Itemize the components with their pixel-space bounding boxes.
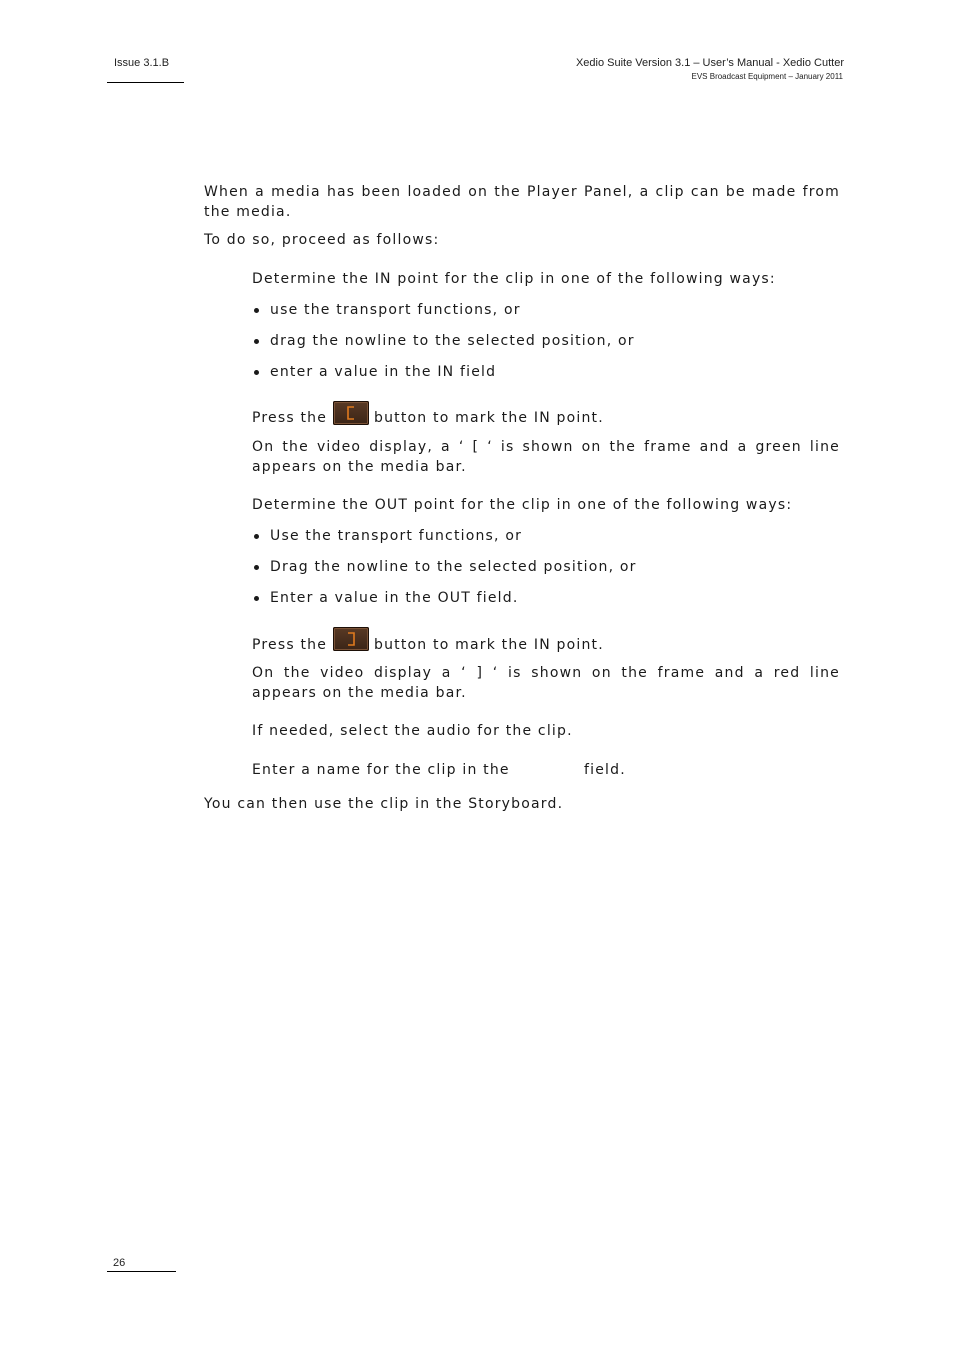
step-in-determine: Determine the IN point for the clip in one of the following ways:	[252, 271, 776, 287]
conclusion: You can then use the clip in the Storyboard.	[204, 796, 564, 812]
mark-out-button[interactable]	[333, 627, 369, 651]
list-item: drag the nowline to the selected position, or	[270, 333, 635, 349]
list-item: Use the transport functions, or	[270, 528, 523, 544]
step-in-result: On the video display, a ‘ [ ‘ is shown on the frame and a green line appears on the media bar.	[252, 439, 840, 475]
document-subtitle: EVS Broadcast Equipment – January 2011	[691, 72, 843, 81]
step-out-press: Press the	[252, 637, 328, 653]
page-number: 26	[113, 1257, 126, 1269]
bullet-icon	[254, 370, 259, 375]
step-in-press-suffix: button to mark the IN point.	[374, 410, 604, 426]
mark-out-bracket-icon	[333, 627, 369, 651]
bullet-icon	[254, 534, 259, 539]
document-title: Xedio Suite Version 3.1 – User’s Manual - Xedio Cutter	[575, 57, 844, 69]
intro-proceed: To do so, proceed as follows:	[204, 232, 440, 248]
step-out-determine: Determine the OUT point for the clip in one of the following ways:	[252, 497, 793, 513]
footer-rule	[107, 1271, 176, 1272]
intro-paragraph: When a media has been loaded on the Player Panel, a clip can be made from the media.	[204, 184, 840, 220]
mark-in-bracket-icon	[333, 401, 369, 425]
step-audio: If needed, select the audio for the clip.	[252, 723, 573, 739]
bullet-icon	[254, 339, 259, 344]
mark-in-button[interactable]	[333, 401, 369, 425]
list-item: enter a value in the IN field	[270, 364, 497, 380]
step-name-suffix: field.	[584, 762, 626, 778]
header-rule	[107, 82, 184, 83]
list-item: Enter a value in the OUT field.	[270, 590, 519, 606]
step-out-press-suffix: button to mark the IN point.	[374, 637, 604, 653]
list-item: Drag the nowline to the selected position, or	[270, 559, 637, 575]
step-in-press: Press the	[252, 410, 328, 426]
bullet-icon	[254, 596, 259, 601]
bullet-icon	[254, 308, 259, 313]
step-name: Enter a name for the clip in the	[252, 762, 510, 778]
list-item: use the transport functions, or	[270, 302, 521, 318]
issue-label: Issue 3.1.B	[114, 57, 170, 69]
step-out-result: On the video display a ‘ ] ‘ is shown on the frame and a red line appears on the media bar.	[252, 665, 840, 701]
bullet-icon	[254, 565, 259, 570]
